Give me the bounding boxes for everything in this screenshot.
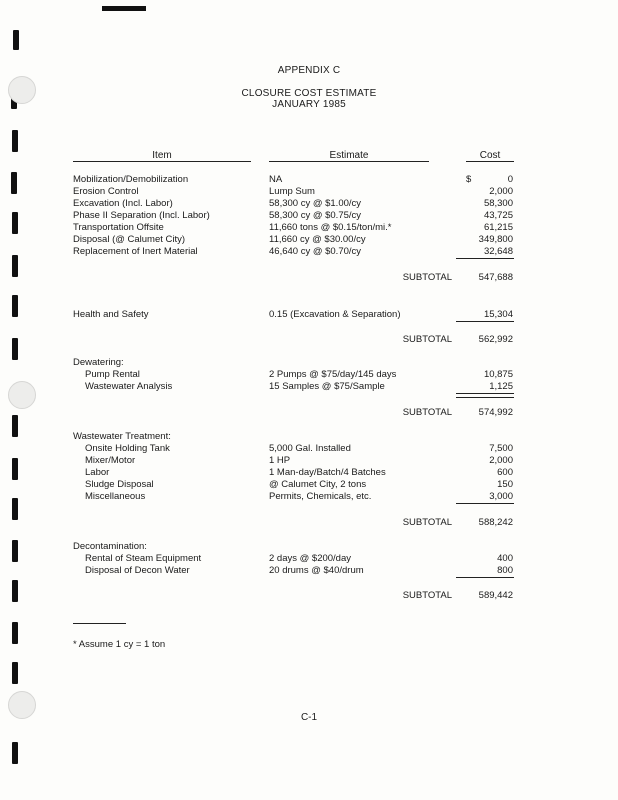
binder-edge-mark <box>12 622 18 644</box>
header-rule <box>466 161 514 162</box>
subtotal-value: 547,688 <box>478 272 513 283</box>
column-header-item: Item <box>152 150 172 161</box>
item-cell: Pump Rental <box>85 369 140 380</box>
table-row <box>0 553 618 565</box>
sum-rule <box>456 258 514 259</box>
cost-cell: 1,125 <box>489 381 513 392</box>
binder-edge-mark <box>12 130 18 152</box>
table-row <box>0 222 618 234</box>
top-edge-tab <box>102 6 146 11</box>
binder-edge-mark <box>13 30 19 50</box>
cost-cell: 0 <box>507 174 513 185</box>
cost-cell: 32,648 <box>483 246 513 257</box>
subtotal-row <box>0 407 618 419</box>
cost-cell: 58,300 <box>483 198 513 209</box>
item-cell: Mixer/Motor <box>85 455 136 466</box>
subtotal-row <box>0 272 618 284</box>
cost-cell: 43,725 <box>483 210 513 221</box>
subtotal-value: 562,992 <box>478 334 513 345</box>
section-heading: Wastewater Treatment: <box>73 431 171 442</box>
binder-edge-mark <box>12 662 18 684</box>
document-title: CLOSURE COST ESTIMATE <box>241 88 377 99</box>
footnote: * Assume 1 cy = 1 ton <box>73 639 166 650</box>
item-cell: Labor <box>85 467 110 478</box>
estimate-cell: 20 drums @ $40/drum <box>269 565 364 576</box>
item-cell: Sludge Disposal <box>85 479 154 490</box>
item-cell: Health and Safety <box>73 309 149 320</box>
page-number: C-1 <box>300 712 318 723</box>
subtotal-value: 574,992 <box>478 407 513 418</box>
item-cell: Mobilization/Demobilization <box>73 174 189 185</box>
cost-cell: 15,304 <box>483 309 513 320</box>
table-row <box>0 198 618 210</box>
cost-cell: 150 <box>497 479 513 490</box>
table-row <box>0 234 618 246</box>
cost-cell: 61,215 <box>483 222 513 233</box>
estimate-cell: 58,300 cy @ $0.75/cy <box>269 210 362 221</box>
item-cell: Phase II Separation (Incl. Labor) <box>73 210 210 221</box>
estimate-cell: 1 HP <box>269 455 291 466</box>
table-row <box>0 565 618 577</box>
table-row <box>0 467 618 479</box>
sum-rule <box>456 397 514 398</box>
estimate-cell: 5,000 Gal. Installed <box>269 443 351 454</box>
estimate-cell: 46,640 cy @ $0.70/cy <box>269 246 362 257</box>
document-date: JANUARY 1985 <box>272 99 346 110</box>
currency-symbol: $ <box>466 174 472 185</box>
item-cell: Wastewater Analysis <box>85 381 173 392</box>
table-row <box>0 246 618 258</box>
section-heading: Decontamination: <box>73 541 147 552</box>
section-heading-row <box>0 357 618 369</box>
subtotal-label: SUBTOTAL <box>402 590 452 601</box>
cost-cell: 349,800 <box>478 234 513 245</box>
subtotal-label: SUBTOTAL <box>402 407 452 418</box>
estimate-cell: 1 Man-day/Batch/4 Batches <box>269 467 386 478</box>
column-header-estimate: Estimate <box>329 150 369 161</box>
estimate-cell: NA <box>269 174 283 185</box>
section-heading-row <box>0 431 618 443</box>
cost-cell: 3,000 <box>489 491 513 502</box>
section-heading: Dewatering: <box>73 357 124 368</box>
cost-cell: 400 <box>497 553 513 564</box>
cost-cell: 800 <box>497 565 513 576</box>
estimate-cell: 2 Pumps @ $75/day/145 days <box>269 369 397 380</box>
subtotal-label: SUBTOTAL <box>402 334 452 345</box>
sum-rule <box>456 393 514 394</box>
table-row <box>0 309 618 321</box>
subtotal-value: 588,242 <box>478 517 513 528</box>
item-cell: Replacement of Inert Material <box>73 246 198 257</box>
section-heading-row <box>0 541 618 553</box>
footnote-rule <box>73 623 126 624</box>
table-row <box>0 491 618 503</box>
subtotal-value: 589,442 <box>478 590 513 601</box>
table-row <box>0 443 618 455</box>
item-cell: Disposal of Decon Water <box>85 565 190 576</box>
binder-edge-mark <box>12 742 18 764</box>
sum-rule <box>456 503 514 504</box>
cost-cell: 2,000 <box>489 186 513 197</box>
header-rule <box>269 161 429 162</box>
item-cell: Excavation (Incl. Labor) <box>73 198 173 209</box>
cost-cell: 2,000 <box>489 455 513 466</box>
item-cell: Onsite Holding Tank <box>85 443 170 454</box>
estimate-cell: 11,660 tons @ $0.15/ton/mi.* <box>269 222 392 233</box>
table-row <box>0 479 618 491</box>
header-rule <box>73 161 251 162</box>
cost-cell: 10,875 <box>483 369 513 380</box>
estimate-cell: 58,300 cy @ $1.00/cy <box>269 198 362 209</box>
subtotal-label: SUBTOTAL <box>402 517 452 528</box>
item-cell: Erosion Control <box>73 186 139 197</box>
subtotal-row <box>0 334 618 346</box>
cost-cell: 7,500 <box>489 443 513 454</box>
column-header-cost: Cost <box>479 150 501 161</box>
table-row <box>0 381 618 393</box>
item-cell: Miscellaneous <box>85 491 146 502</box>
estimate-cell: @ Calumet City, 2 tons <box>269 479 367 490</box>
estimate-cell: 11,660 cy @ $30.00/cy <box>269 234 366 245</box>
estimate-cell: Permits, Chemicals, etc. <box>269 491 372 502</box>
item-cell: Disposal (@ Calumet City) <box>73 234 186 245</box>
estimate-cell: 0.15 (Excavation & Separation) <box>269 309 401 320</box>
sum-rule <box>456 577 514 578</box>
subtotal-label: SUBTOTAL <box>402 272 452 283</box>
appendix-label: APPENDIX C <box>277 65 341 76</box>
table-row <box>0 369 618 381</box>
item-cell: Rental of Steam Equipment <box>85 553 202 564</box>
estimate-cell: 2 days @ $200/day <box>269 553 352 564</box>
subtotal-row <box>0 590 618 602</box>
table-row <box>0 455 618 467</box>
table-row <box>0 174 618 186</box>
estimate-cell: 15 Samples @ $75/Sample <box>269 381 385 392</box>
item-cell: Transportation Offsite <box>73 222 164 233</box>
subtotal-row <box>0 517 618 529</box>
cost-cell: 600 <box>497 467 513 478</box>
table-row <box>0 210 618 222</box>
table-row <box>0 186 618 198</box>
sum-rule <box>456 321 514 322</box>
estimate-cell: Lump Sum <box>269 186 315 197</box>
